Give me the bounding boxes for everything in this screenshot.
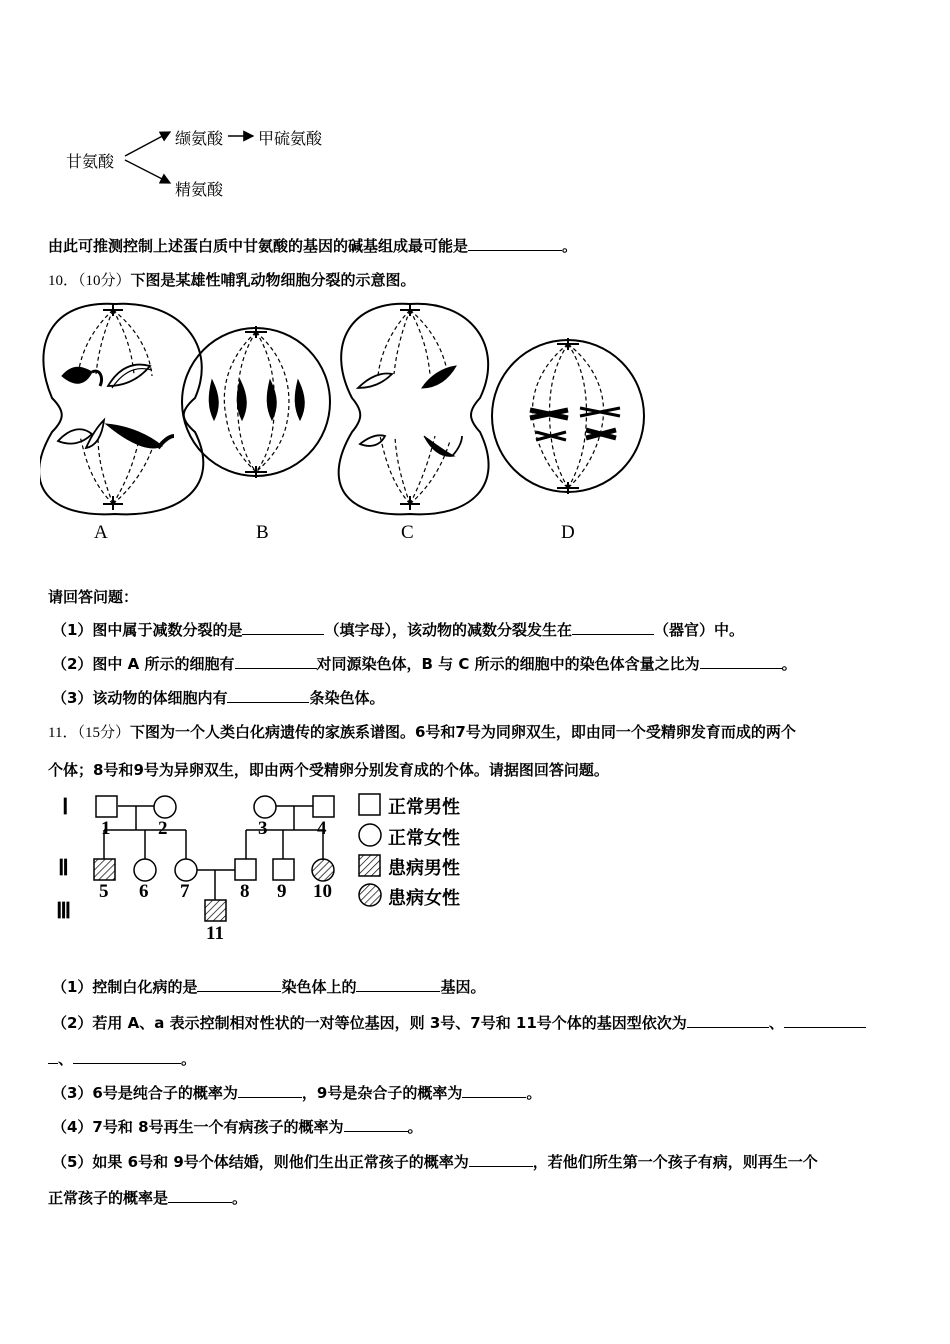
q11-sub1-b: 染色体上的 — [281, 978, 357, 996]
q11-sub2-blank-1[interactable] — [687, 1013, 769, 1028]
q11-sub3-blank-1[interactable] — [238, 1083, 302, 1098]
q11-sub1-blank-2[interactable] — [356, 977, 440, 992]
flow-source: 甘氨酸 — [66, 152, 115, 171]
q11-sub4-line — [52, 1117, 423, 1137]
ped-label-1: 1 — [101, 818, 111, 839]
generation-i: Ⅰ — [62, 794, 69, 819]
q11-sub3-a: （3）6号是纯合子的概率为 — [52, 1084, 238, 1102]
q11-sub5-blank-1[interactable] — [469, 1152, 533, 1167]
q11-sub2-period: 。 — [181, 1050, 197, 1068]
q11-sub1-blank-1[interactable] — [197, 977, 281, 992]
legend-normal-male: 正常男性 — [388, 797, 460, 818]
cell-b — [182, 326, 330, 478]
ped-label-11: 11 — [206, 923, 224, 944]
q11-sub5-blank-2[interactable] — [168, 1188, 232, 1203]
q10-sub2-a: （2）图中 A 所示的细胞有 — [52, 655, 235, 673]
cell-label-a: A — [94, 522, 108, 543]
flow-upper-2: 甲硫氨酸 — [258, 129, 323, 148]
generation-ii: Ⅱ — [58, 855, 69, 880]
legend-normal-male-symbol — [359, 794, 380, 815]
q10-number: 10． — [48, 273, 79, 289]
cell-division-figure — [40, 296, 660, 556]
legend-affected-female-symbol — [359, 884, 381, 906]
q11-sub2-sep-2: 、 — [58, 1050, 74, 1068]
q10-prompt-line — [48, 587, 138, 607]
cell-c — [339, 304, 489, 515]
q11-sub5-a: （5）如果 6号和 9号个体结婚，则他们生出正常孩子的概率为 — [52, 1153, 469, 1171]
arrow-lower — [125, 160, 170, 183]
ped-label-6: 6 — [139, 881, 149, 902]
q11-sub3-line — [52, 1083, 541, 1103]
q11-sub1-line — [52, 977, 485, 997]
q11-stem-line-1 — [48, 722, 796, 743]
cell-a — [40, 304, 203, 515]
q11-score: （15分） — [77, 725, 130, 741]
q11-sub1-a: （1）控制白化病的是 — [52, 978, 198, 996]
q11-sub1-c: 基因。 — [440, 978, 486, 996]
q11-sub2-blank-2-cont[interactable] — [48, 1049, 58, 1064]
legend-affected-female: 患病女性 — [388, 888, 460, 909]
legend-affected-male: 患病男性 — [388, 858, 460, 879]
q10-sub3-line — [52, 688, 384, 708]
pedigree-8-normal-male — [235, 859, 256, 880]
q10-sub1-b: （填字母），该动物的减数分裂发生在 — [324, 621, 572, 639]
q11-sub2-blank-3[interactable] — [73, 1049, 181, 1064]
q11-sub3-blank-2[interactable] — [462, 1083, 526, 1098]
q10-stem-line — [48, 270, 416, 291]
flow-upper-1: 缬氨酸 — [175, 129, 224, 148]
legend-affected-male-symbol — [359, 855, 380, 876]
ped-label-3: 3 — [258, 818, 268, 839]
pedigree-9-normal-male — [273, 859, 294, 880]
q11-stem-2: 个体；8号和9号为异卵双生，即由两个受精卵分别发育成的个体。请据图回答问题。 — [48, 761, 609, 779]
q9-tail-text: 由此可推测控制上述蛋白质中甘氨酸的基因的碱基组成最可能是 — [48, 237, 469, 255]
q10-sub1-c: （器官）中。 — [653, 621, 744, 639]
q11-sub5-c: 正常孩子的概率是 — [48, 1189, 169, 1207]
q10-sub1-a: （1）图中属于减数分裂的是 — [52, 621, 243, 639]
q9-answer-blank[interactable] — [468, 236, 562, 251]
q10-sub2-line — [52, 654, 797, 674]
q11-number: 11． — [48, 725, 78, 741]
ped-label-5: 5 — [99, 881, 109, 902]
q11-sub4-blank[interactable] — [344, 1117, 408, 1132]
q11-sub3-period: 。 — [526, 1084, 542, 1102]
q10-stem: 下图是某雄性哺乳动物细胞分裂的示意图。 — [130, 271, 416, 289]
q11-sub2-cont-line — [48, 1049, 196, 1069]
pedigree-10-affected-female — [312, 859, 334, 881]
q10-sub2-blank-1[interactable] — [235, 654, 317, 669]
ped-label-2: 2 — [158, 818, 168, 839]
ped-label-9: 9 — [277, 881, 287, 902]
pedigree-3-normal-female — [254, 796, 276, 818]
pedigree-6-normal-female — [134, 859, 156, 881]
cell-label-c: C — [401, 522, 414, 543]
q10-sub3-blank[interactable] — [227, 688, 309, 703]
flow-arrows — [0, 0, 330, 200]
q11-sub5-cont-line — [48, 1188, 247, 1208]
q10-sub3-b: 条染色体。 — [309, 689, 385, 707]
q11-sub2-a: （2）若用 A、a 表示控制相对性状的一对等位基因，则 3号、7号和 11号个体的基因型依次为 — [52, 1014, 687, 1032]
q11-sub4-a: （4）7号和 8号再生一个有病孩子的概率为 — [52, 1118, 344, 1136]
cell-label-b: B — [256, 522, 269, 543]
q10-sub3-a: （3）该动物的体细胞内有 — [52, 689, 228, 707]
q9-tail-line — [48, 236, 577, 256]
q10-sub1-line — [52, 620, 744, 640]
q9-period: 。 — [562, 237, 578, 255]
q11-sub5-b: ，若他们所生第一个孩子有病，则再生一个 — [532, 1153, 818, 1171]
q10-sub2-period: 。 — [781, 655, 797, 673]
q11-sub2-sep-1: 、 — [768, 1014, 784, 1032]
flow-lower: 精氨酸 — [175, 180, 224, 199]
q10-sub2-b: 对同源染色体，B 与 C 所示的细胞中的染色体含量之比为 — [316, 655, 700, 673]
q10-prompt: 请回答问题： — [48, 588, 139, 606]
arrow-upper — [125, 132, 170, 156]
pedigree-11-affected-male — [205, 900, 226, 921]
cell-d — [492, 338, 644, 494]
q11-sub5-period: 。 — [232, 1189, 248, 1207]
q11-stem-1: 下图为一个人类白化病遗传的家族系谱图。6号和7号为同卵双生，即由同一个受精卵发育而成的两个 — [129, 723, 796, 741]
q11-sub2-line — [52, 1013, 866, 1033]
cell-label-d: D — [561, 522, 575, 543]
ped-label-10: 10 — [313, 881, 332, 902]
q10-score: （10分） — [78, 273, 131, 289]
q11-sub2-blank-2[interactable] — [784, 1013, 866, 1028]
pedigree-2-normal-female — [154, 796, 176, 818]
ped-label-8: 8 — [240, 881, 250, 902]
pedigree-1-normal-male — [96, 796, 117, 817]
q11-stem-line-2 — [48, 760, 609, 780]
q11-sub4-period: 。 — [407, 1118, 423, 1136]
pedigree-4-normal-male — [313, 796, 334, 817]
q11-sub5-line — [52, 1152, 818, 1172]
pedigree-7-normal-female — [175, 859, 197, 881]
generation-iii: Ⅲ — [56, 898, 72, 923]
q10-sub1-blank-2[interactable] — [572, 620, 654, 635]
q11-sub3-b: ，9号是杂合子的概率为 — [301, 1084, 463, 1102]
ped-label-7: 7 — [180, 881, 190, 902]
q10-sub1-blank-1[interactable] — [242, 620, 324, 635]
legend-normal-female-symbol — [359, 824, 381, 846]
legend-normal-female: 正常女性 — [388, 828, 460, 849]
q10-sub2-blank-2[interactable] — [700, 654, 782, 669]
ped-label-4: 4 — [317, 818, 327, 839]
pedigree-5-affected-male — [94, 859, 115, 880]
